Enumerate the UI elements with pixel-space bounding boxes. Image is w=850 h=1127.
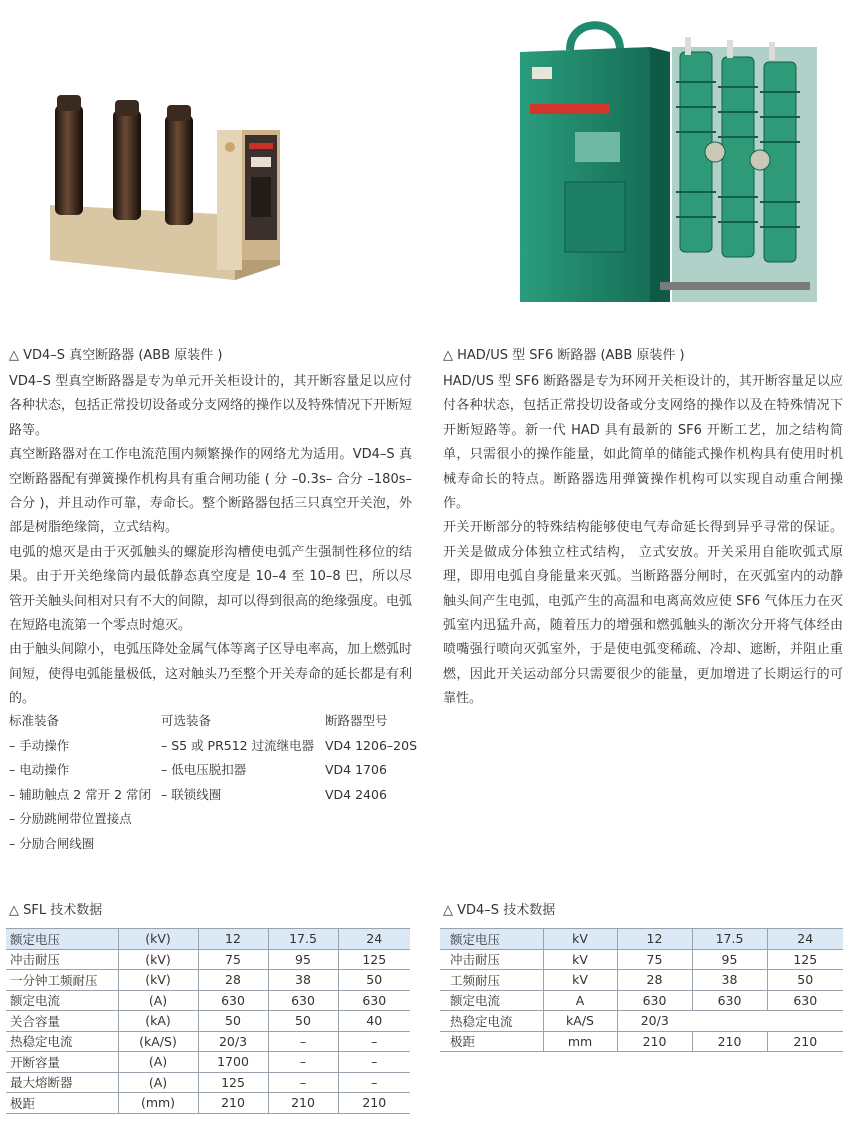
table-row xyxy=(6,1093,410,1114)
table-cell: 50 xyxy=(767,970,843,991)
table-cell: 24 xyxy=(338,929,410,950)
table-cell: 210 xyxy=(338,1093,410,1114)
table-cell: – xyxy=(268,1031,338,1052)
table-cell: (kV) xyxy=(118,929,198,950)
table-cell: 38 xyxy=(692,970,767,991)
list-item: VD4 1206–20S xyxy=(325,737,418,753)
table-cell: – xyxy=(268,1072,338,1093)
sfl-spec-table xyxy=(6,928,410,1114)
table-cell: 95 xyxy=(692,949,767,970)
table-cell: 50 xyxy=(198,1011,268,1032)
list-item: – 分励合闸线圈 xyxy=(9,835,95,851)
standard-equipment-header: 标准装备 xyxy=(9,713,60,728)
table-cell: 冲击耐压 xyxy=(6,949,118,970)
breaker-model-header: 断路器型号 xyxy=(325,713,388,728)
table-cell: 额定电压 xyxy=(440,929,543,950)
table-cell: 125 xyxy=(338,949,410,970)
table-cell: 冲击耐压 xyxy=(440,949,543,970)
table-cell: 热稳定电流 xyxy=(6,1031,118,1052)
table-cell: kV xyxy=(543,970,617,991)
table-cell: (A) xyxy=(118,1052,198,1073)
table-cell: 一分钟工频耐压 xyxy=(6,970,118,991)
vd4s-caption: △ VD4–S 真空断路器 (ABB 原装件 ) xyxy=(9,348,223,363)
table-row xyxy=(440,949,843,970)
table-cell: 38 xyxy=(268,970,338,991)
table-cell: 210 xyxy=(692,1031,767,1052)
table-cell: 75 xyxy=(617,949,692,970)
table-cell: 75 xyxy=(198,949,268,970)
table-row xyxy=(440,970,843,991)
table-cell: 50 xyxy=(338,970,410,991)
table-cell: (mm) xyxy=(118,1093,198,1114)
table-cell: 极距 xyxy=(6,1093,118,1114)
table-cell: A xyxy=(543,990,617,1011)
table-cell: mm xyxy=(543,1031,617,1052)
table-cell: – xyxy=(268,1052,338,1073)
paragraph: 由于触头间隙小，电弧压降处金属气体等离子区导电率高，加上燃弧时间短，使得电弧能量极低，这对触头乃至整个开关寿命的延长都是有利的。 xyxy=(9,642,413,707)
table-cell: 630 xyxy=(767,990,843,1011)
table-cell: 125 xyxy=(767,949,843,970)
table-cell: 17.5 xyxy=(268,929,338,950)
table-cell: 28 xyxy=(198,970,268,991)
table-cell: 210 xyxy=(198,1093,268,1114)
list-item: – 低电压脱扣器 xyxy=(161,762,247,778)
table-cell: 24 xyxy=(767,929,843,950)
table-row xyxy=(6,929,410,950)
standard-equipment-list xyxy=(9,709,151,857)
table-cell: 最大熔断器 xyxy=(6,1072,118,1093)
table-row xyxy=(6,990,410,1011)
list-item: – 手动操作 xyxy=(9,737,70,753)
table-cell: – xyxy=(338,1072,410,1093)
table-cell: 210 xyxy=(617,1031,692,1052)
paragraph: VD4–S 型真空断路器是专为单元开关柜设计的，其开断容量足以应付各种状态，包括正常投切设备或分支网络的操作以及特殊情况下开断短路等。 xyxy=(9,374,413,438)
list-item: VD4 1706 xyxy=(325,762,387,778)
table-cell: 40 xyxy=(338,1011,410,1032)
paragraph: 真空断路器对在工作电流范围内频繁操作的网络尤为适用。VD4–S 真空断路器配有弹簧操作机构具有重合闸功能 ( 分 –0.3s– 合分 –180s– 合分 )，并且动作可靠，寿命长。整个断路器包括三只真空开关泡，外部是树脂绝缘筒，立式结构。 xyxy=(9,447,412,536)
sfl-table-title: △ SFL 技术数据 xyxy=(9,903,103,918)
paragraph: 开关开断部分的特殊结构能够使电气寿命延长得到异乎寻常的保证。开关是做成分体独立柱式结构， 立式安放。开关采用自能吹弧式原理，即用电弧自身能量来灭弧。当断路器分闸时，在灭弧室内的动静触头间产生电弧，电弧产生的高温和电离高效应使 SF6 气体压力在灭弧室内迅猛升高，随着压力的增强和燃弧触头的渐次分开将气体经由喷嘴强行喷向灭弧室外，于是使电弧变稀疏、冷却、遮断，并阻止重燃，因此开关运动部分只需要很少的能量，更加增进了长期运行的可靠性。 xyxy=(443,520,843,707)
list-item: – 分励跳闸带位置接点 xyxy=(9,811,132,827)
table-cell: (kA) xyxy=(118,1011,198,1032)
table-row xyxy=(6,1011,410,1032)
table-cell: (A) xyxy=(118,1072,198,1093)
table-cell: – xyxy=(338,1052,410,1073)
list-item: – S5 或 PR512 过流继电器 xyxy=(161,737,315,753)
breaker-model-list xyxy=(325,709,417,807)
table-cell: 17.5 xyxy=(692,929,767,950)
table-row xyxy=(6,1072,410,1093)
table-cell: 开断容量 xyxy=(6,1052,118,1073)
table-cell: 95 xyxy=(268,949,338,970)
table-cell: 额定电流 xyxy=(6,990,118,1011)
optional-equipment-header: 可选装备 xyxy=(161,713,212,728)
table-row xyxy=(440,1031,843,1052)
list-item: – 联锁线圈 xyxy=(161,786,222,802)
had-us-caption: △ HAD/US 型 SF6 断路器 (ABB 原装件 ) xyxy=(443,348,685,363)
table-cell: 630 xyxy=(268,990,338,1011)
table-row xyxy=(440,990,843,1011)
had-us-breaker-photo xyxy=(510,12,820,322)
table-cell: 热稳定电流 xyxy=(440,1011,543,1032)
table-cell: 50 xyxy=(268,1011,338,1032)
table-cell: 额定电流 xyxy=(440,990,543,1011)
vd4s-breaker-photo xyxy=(45,85,285,285)
table-cell: 20/3 xyxy=(617,1011,692,1032)
table-cell: 12 xyxy=(198,929,268,950)
table-cell: 1700 xyxy=(198,1052,268,1073)
table-row xyxy=(440,929,843,950)
table-cell: kV xyxy=(543,929,617,950)
table-cell: (A) xyxy=(118,990,198,1011)
vd4s-description xyxy=(9,370,412,712)
list-item: – 辅助触点 2 常开 2 常闭 xyxy=(9,786,152,802)
optional-equipment-list xyxy=(161,709,314,807)
table-cell: 125 xyxy=(198,1072,268,1093)
vd4s-spec-table xyxy=(440,928,843,1052)
table-cell: (kA/S) xyxy=(118,1031,198,1052)
table-cell: 工频耐压 xyxy=(440,970,543,991)
table-cell: 210 xyxy=(268,1093,338,1114)
table-cell: 630 xyxy=(338,990,410,1011)
table-cell: kA/S xyxy=(543,1011,617,1032)
had-us-description xyxy=(443,370,843,712)
table-row xyxy=(440,1011,843,1032)
list-item: – 电动操作 xyxy=(9,762,70,778)
vd4s-table-title: △ VD4–S 技术数据 xyxy=(443,903,556,918)
list-item: VD4 2406 xyxy=(325,786,387,802)
table-cell: 210 xyxy=(767,1031,843,1052)
table-cell xyxy=(692,1011,767,1032)
table-cell: 12 xyxy=(617,929,692,950)
table-cell: 额定电压 xyxy=(6,929,118,950)
table-row xyxy=(6,949,410,970)
table-cell: kV xyxy=(543,949,617,970)
table-cell: – xyxy=(338,1031,410,1052)
table-row xyxy=(6,970,410,991)
table-cell: 28 xyxy=(617,970,692,991)
table-row xyxy=(6,1031,410,1052)
table-cell xyxy=(767,1011,843,1032)
table-cell: 极距 xyxy=(440,1031,543,1052)
paragraph: 电弧的熄灭是由于灭弧触头的螺旋形沟槽使电弧产生强制性移位的结果。由于开关绝缘筒内最低静态真空度是 10–4 至 10–8 巴，所以尽管开关触头间相对只有不大的间隙，却可以得到很高的绝缘强度。电弧在短路电流第一个零点时熄灭。 xyxy=(9,544,413,634)
paragraph: HAD/US 型 SF6 断路器是专为环网开关柜设计的，其开断容量足以应付各种状态，包括正常投切设备或分支网络的操作以及在特殊情况下开断短路等。新一代 HAD 具有最新的 SF6 开断工艺，加之结构简单，只需很小的操作能量，如此简单的储能式操作机构具有使用时机械寿命长的特点。断路器选用弹簧操作机构可以实现自动重合闸操作。 xyxy=(443,374,843,512)
table-row xyxy=(6,1052,410,1073)
table-cell: 630 xyxy=(617,990,692,1011)
table-cell: (kV) xyxy=(118,970,198,991)
table-cell: 630 xyxy=(198,990,268,1011)
table-cell: (kV) xyxy=(118,949,198,970)
table-cell: 关合容量 xyxy=(6,1011,118,1032)
table-cell: 20/3 xyxy=(198,1031,268,1052)
table-cell: 630 xyxy=(692,990,767,1011)
